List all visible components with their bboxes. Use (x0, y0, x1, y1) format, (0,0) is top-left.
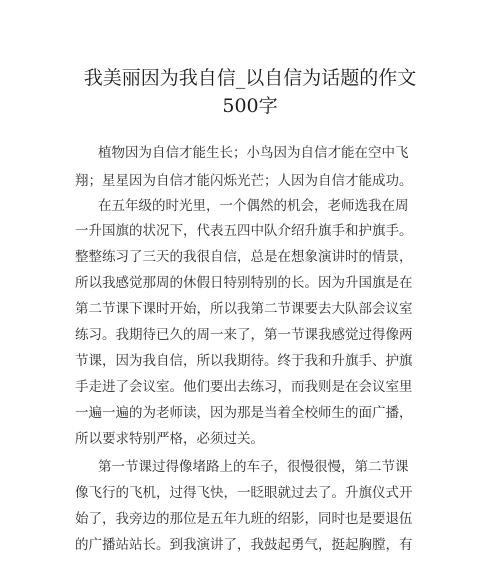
body-line-16: 的广播站站长。到我演讲了，我鼓起勇气，挺起胸膛，有 (75, 537, 413, 553)
body-line-15: 始了，我旁边的那位是五年九班的绍影，同时也是要退伍 (75, 511, 413, 527)
body-line-2: 翔；星星因为自信才能闪烁光芒；人因为自信才能成功。 (75, 173, 413, 189)
body-line-6: 所以我感觉那周的休假日特别特别的长。因为升国旗是在 (75, 275, 413, 291)
body-line-12: 所以要求特别严格，必须过关。 (75, 431, 264, 447)
body-line-11: 一遍一遍的为老师读，因为那是当着全校师生的面广播， (75, 405, 413, 421)
body-line-13: 第一节课过得像堵路上的车子，很慢很慢，第二节课 (98, 459, 409, 475)
body-line-7: 第二节课下课时开始，所以我第二节课要去大队部会议室 (75, 301, 413, 317)
body-line-5: 整整练习了三天的我很自信，总是在想象演讲时的情景， (75, 249, 413, 265)
body-line-9: 节课，因为我自信，所以我期待。终于我和升旗手、护旗 (75, 353, 413, 369)
body-line-3: 在五年级的时光里，一个偶然的机会，老师选我在周 (98, 198, 409, 214)
document-title-line-1: 我美丽因为我自信_以自信为话题的作文 (83, 67, 417, 89)
body-line-8: 练习。我期待已久的周一来了，第一节课我感觉过得像两 (75, 327, 413, 343)
body-line-1: 植物因为自信才能生长；小鸟因为自信才能在空中飞 (98, 145, 409, 161)
document-title-line-2: 500字 (222, 95, 278, 117)
body-line-14: 像飞行的飞机，过得飞快，一眨眼就过去了。升旗仪式开 (75, 485, 413, 501)
body-line-10: 手走进了会议室。他们要出去练习，而我则是在会议室里 (75, 379, 413, 395)
body-line-4: 一升国旗的状况下，代表五四中队介绍升旗手和护旗手。 (75, 223, 413, 239)
